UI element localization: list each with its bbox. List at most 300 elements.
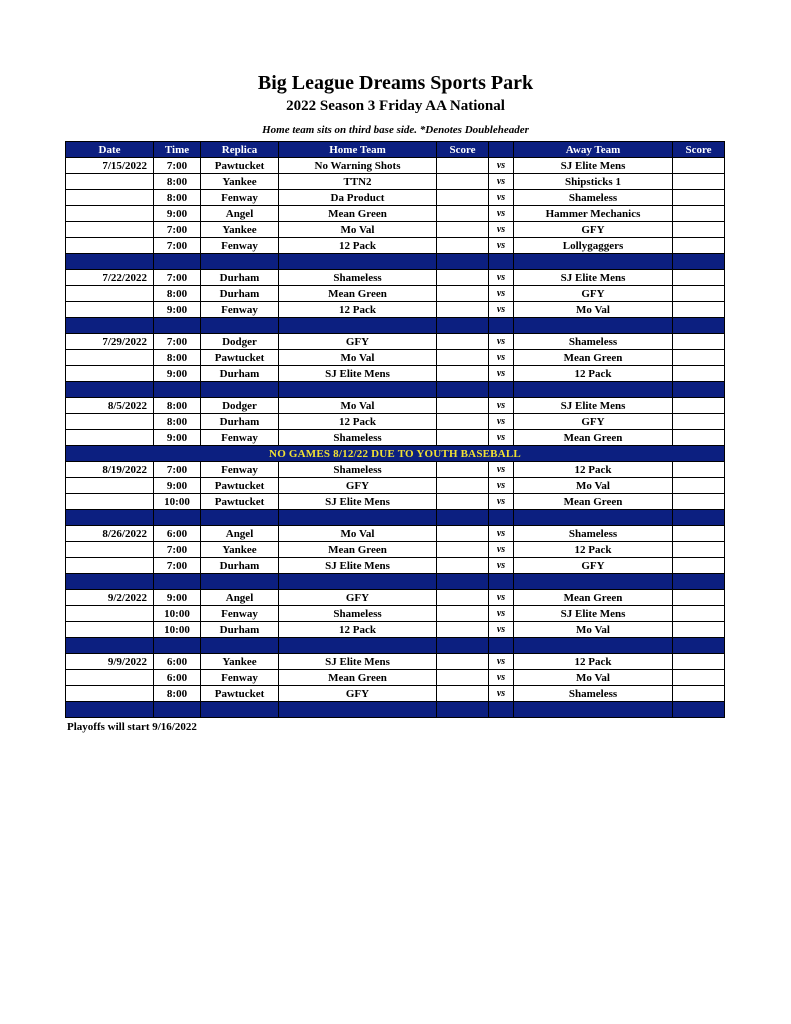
- vs-label: vs: [489, 174, 514, 190]
- away-team: Shameless: [514, 334, 673, 350]
- vs-label: vs: [489, 222, 514, 238]
- game-time: 10:00: [154, 494, 201, 510]
- away-team: SJ Elite Mens: [514, 398, 673, 414]
- table-header-row: [66, 142, 725, 158]
- home-score: [437, 622, 489, 638]
- separator-cell: [514, 254, 673, 270]
- home-team: No Warning Shots: [279, 158, 437, 174]
- game-row: [66, 286, 725, 302]
- game-date-empty: [66, 238, 154, 254]
- col-away-team-header: Away Team: [514, 142, 673, 158]
- separator-cell: [201, 702, 279, 718]
- game-row: [66, 590, 725, 606]
- game-field: Durham: [201, 286, 279, 302]
- game-row: [66, 558, 725, 574]
- game-time: 9:00: [154, 206, 201, 222]
- away-score: [673, 302, 725, 318]
- game-time: 6:00: [154, 654, 201, 670]
- separator-cell: [154, 318, 201, 334]
- vs-label: vs: [489, 606, 514, 622]
- game-date: 9/9/2022: [66, 654, 154, 670]
- vs-label: vs: [489, 302, 514, 318]
- game-time: 9:00: [154, 302, 201, 318]
- game-row: [66, 158, 725, 174]
- game-row: [66, 350, 725, 366]
- separator-cell: [673, 382, 725, 398]
- away-team: GFY: [514, 222, 673, 238]
- game-field: Yankee: [201, 542, 279, 558]
- vs-label: vs: [489, 542, 514, 558]
- away-score: [673, 590, 725, 606]
- home-team: Mo Val: [279, 222, 437, 238]
- home-score: [437, 286, 489, 302]
- away-score: [673, 398, 725, 414]
- separator-cell: [437, 638, 489, 654]
- no-games-row: [66, 446, 725, 462]
- separator-row: [66, 702, 725, 718]
- home-team: Shameless: [279, 430, 437, 446]
- game-time: 7:00: [154, 270, 201, 286]
- vs-label: vs: [489, 334, 514, 350]
- home-score: [437, 350, 489, 366]
- away-team: SJ Elite Mens: [514, 606, 673, 622]
- separator-cell: [437, 254, 489, 270]
- col-replica-header: Replica: [201, 142, 279, 158]
- game-date: 9/2/2022: [66, 590, 154, 606]
- game-date: 7/22/2022: [66, 270, 154, 286]
- game-field: Dodger: [201, 398, 279, 414]
- game-row: [66, 270, 725, 286]
- home-score: [437, 174, 489, 190]
- game-date-empty: [66, 350, 154, 366]
- separator-cell: [514, 702, 673, 718]
- away-score: [673, 430, 725, 446]
- game-time: 9:00: [154, 590, 201, 606]
- home-score: [437, 606, 489, 622]
- vs-label: vs: [489, 494, 514, 510]
- separator-cell: [489, 382, 514, 398]
- game-time: 9:00: [154, 478, 201, 494]
- separator-cell: [66, 318, 154, 334]
- vs-label: vs: [489, 622, 514, 638]
- home-team: 12 Pack: [279, 238, 437, 254]
- game-field: Durham: [201, 270, 279, 286]
- game-date-empty: [66, 302, 154, 318]
- separator-cell: [66, 254, 154, 270]
- away-team: Mo Val: [514, 622, 673, 638]
- away-score: [673, 526, 725, 542]
- away-team: Mo Val: [514, 302, 673, 318]
- away-team: GFY: [514, 558, 673, 574]
- vs-label: vs: [489, 654, 514, 670]
- home-team: GFY: [279, 686, 437, 702]
- game-row: [66, 462, 725, 478]
- home-score: [437, 494, 489, 510]
- game-time: 6:00: [154, 526, 201, 542]
- separator-cell: [514, 638, 673, 654]
- away-score: [673, 206, 725, 222]
- home-score: [437, 190, 489, 206]
- away-team: 12 Pack: [514, 462, 673, 478]
- home-team: SJ Elite Mens: [279, 494, 437, 510]
- vs-label: vs: [489, 398, 514, 414]
- home-score: [437, 334, 489, 350]
- game-date-empty: [66, 606, 154, 622]
- separator-cell: [514, 318, 673, 334]
- separator-cell: [279, 510, 437, 526]
- game-row: [66, 238, 725, 254]
- home-score: [437, 398, 489, 414]
- game-time: 7:00: [154, 158, 201, 174]
- game-time: 9:00: [154, 366, 201, 382]
- game-time: 9:00: [154, 430, 201, 446]
- page-title: Big League Dreams Sports Park: [257, 72, 534, 94]
- away-score: [673, 686, 725, 702]
- game-row: [66, 430, 725, 446]
- home-team: Mean Green: [279, 286, 437, 302]
- away-score: [673, 462, 725, 478]
- home-team: 12 Pack: [279, 622, 437, 638]
- separator-cell: [279, 254, 437, 270]
- away-score: [673, 174, 725, 190]
- game-row: [66, 206, 725, 222]
- game-row: [66, 398, 725, 414]
- schedule-table: [65, 141, 725, 718]
- separator-cell: [437, 702, 489, 718]
- home-team: GFY: [279, 590, 437, 606]
- col-away-score-header: Score: [673, 142, 725, 158]
- game-time: 10:00: [154, 622, 201, 638]
- separator-cell: [201, 638, 279, 654]
- game-date: 8/26/2022: [66, 526, 154, 542]
- away-team: 12 Pack: [514, 542, 673, 558]
- separator-cell: [489, 574, 514, 590]
- vs-label: vs: [489, 558, 514, 574]
- away-score: [673, 350, 725, 366]
- game-row: [66, 670, 725, 686]
- separator-cell: [673, 574, 725, 590]
- separator-cell: [279, 702, 437, 718]
- separator-cell: [66, 638, 154, 654]
- away-team: Mean Green: [514, 590, 673, 606]
- game-field: Pawtucket: [201, 478, 279, 494]
- home-team: GFY: [279, 334, 437, 350]
- game-date-empty: [66, 494, 154, 510]
- game-date-empty: [66, 622, 154, 638]
- game-row: [66, 654, 725, 670]
- col-home-score-header: Score: [437, 142, 489, 158]
- game-row: [66, 366, 725, 382]
- home-team: Da Product: [279, 190, 437, 206]
- separator-cell: [154, 702, 201, 718]
- separator-cell: [489, 702, 514, 718]
- separator-cell: [201, 382, 279, 398]
- game-date-empty: [66, 190, 154, 206]
- home-score: [437, 270, 489, 286]
- separator-row: [66, 574, 725, 590]
- separator-cell: [514, 510, 673, 526]
- game-field: Fenway: [201, 190, 279, 206]
- game-field: Yankee: [201, 222, 279, 238]
- game-time: 7:00: [154, 542, 201, 558]
- separator-cell: [154, 510, 201, 526]
- game-field: Fenway: [201, 462, 279, 478]
- separator-cell: [673, 638, 725, 654]
- game-date-empty: [66, 478, 154, 494]
- separator-cell: [437, 318, 489, 334]
- separator-cell: [489, 638, 514, 654]
- away-score: [673, 478, 725, 494]
- away-team: Shameless: [514, 686, 673, 702]
- away-score: [673, 606, 725, 622]
- home-team: SJ Elite Mens: [279, 366, 437, 382]
- separator-cell: [514, 574, 673, 590]
- separator-row: [66, 318, 725, 334]
- away-team: 12 Pack: [514, 654, 673, 670]
- home-score: [437, 542, 489, 558]
- game-time: 6:00: [154, 670, 201, 686]
- home-team: Mean Green: [279, 542, 437, 558]
- game-field: Fenway: [201, 670, 279, 686]
- game-time: 7:00: [154, 334, 201, 350]
- game-row: [66, 494, 725, 510]
- separator-cell: [201, 318, 279, 334]
- game-date-empty: [66, 366, 154, 382]
- game-time: 8:00: [154, 686, 201, 702]
- separator-cell: [279, 318, 437, 334]
- home-score: [437, 670, 489, 686]
- home-team: Mean Green: [279, 670, 437, 686]
- game-date-empty: [66, 222, 154, 238]
- separator-cell: [201, 254, 279, 270]
- game-field: Angel: [201, 590, 279, 606]
- game-date-empty: [66, 686, 154, 702]
- game-field: Durham: [201, 366, 279, 382]
- away-team: Shameless: [514, 190, 673, 206]
- home-team: Mo Val: [279, 350, 437, 366]
- home-score: [437, 558, 489, 574]
- page-subtitle: 2022 Season 3 Friday AA National: [286, 98, 505, 114]
- away-score: [673, 542, 725, 558]
- game-field: Fenway: [201, 302, 279, 318]
- home-team: Shameless: [279, 606, 437, 622]
- game-time: 7:00: [154, 462, 201, 478]
- game-field: Yankee: [201, 174, 279, 190]
- away-team: SJ Elite Mens: [514, 158, 673, 174]
- vs-label: vs: [489, 590, 514, 606]
- game-field: Fenway: [201, 238, 279, 254]
- game-date-empty: [66, 286, 154, 302]
- home-team: GFY: [279, 478, 437, 494]
- away-team: Mo Val: [514, 478, 673, 494]
- game-date-empty: [66, 558, 154, 574]
- home-team: TTN2: [279, 174, 437, 190]
- away-score: [673, 414, 725, 430]
- game-date-empty: [66, 430, 154, 446]
- away-score: [673, 190, 725, 206]
- vs-label: vs: [489, 478, 514, 494]
- separator-cell: [489, 254, 514, 270]
- game-date: 8/19/2022: [66, 462, 154, 478]
- game-row: [66, 174, 725, 190]
- game-row: [66, 414, 725, 430]
- away-team: 12 Pack: [514, 366, 673, 382]
- game-date-empty: [66, 414, 154, 430]
- separator-cell: [154, 574, 201, 590]
- home-score: [437, 302, 489, 318]
- vs-label: vs: [489, 686, 514, 702]
- game-row: [66, 334, 725, 350]
- separator-cell: [673, 254, 725, 270]
- game-time: 8:00: [154, 174, 201, 190]
- separator-cell: [279, 574, 437, 590]
- separator-cell: [489, 318, 514, 334]
- game-row: [66, 222, 725, 238]
- game-time: 7:00: [154, 238, 201, 254]
- vs-label: vs: [489, 366, 514, 382]
- away-team: Lollygaggers: [514, 238, 673, 254]
- vs-label: vs: [489, 158, 514, 174]
- col-time-header: Time: [154, 142, 201, 158]
- away-score: [673, 558, 725, 574]
- away-score: [673, 622, 725, 638]
- separator-cell: [154, 638, 201, 654]
- separator-cell: [514, 382, 673, 398]
- vs-label: vs: [489, 270, 514, 286]
- away-score: [673, 654, 725, 670]
- game-time: 7:00: [154, 222, 201, 238]
- vs-label: vs: [489, 462, 514, 478]
- game-field: Pawtucket: [201, 686, 279, 702]
- home-team: 12 Pack: [279, 414, 437, 430]
- game-row: [66, 622, 725, 638]
- away-score: [673, 158, 725, 174]
- away-team: GFY: [514, 414, 673, 430]
- separator-cell: [279, 382, 437, 398]
- schedule-body: [66, 158, 725, 718]
- home-team: Mo Val: [279, 398, 437, 414]
- away-score: [673, 222, 725, 238]
- away-team: Mean Green: [514, 350, 673, 366]
- away-score: [673, 670, 725, 686]
- game-row: [66, 190, 725, 206]
- game-field: Fenway: [201, 606, 279, 622]
- away-score: [673, 286, 725, 302]
- vs-label: vs: [489, 414, 514, 430]
- home-score: [437, 238, 489, 254]
- game-field: Dodger: [201, 334, 279, 350]
- col-home-team-header: Home Team: [279, 142, 437, 158]
- game-row: [66, 478, 725, 494]
- schedule-note: Home team sits on third base side. *Denotes Doubleheader: [262, 124, 529, 136]
- separator-row: [66, 510, 725, 526]
- game-field: Pawtucket: [201, 494, 279, 510]
- vs-label: vs: [489, 238, 514, 254]
- home-score: [437, 526, 489, 542]
- separator-cell: [437, 510, 489, 526]
- away-score: [673, 334, 725, 350]
- game-time: 7:00: [154, 558, 201, 574]
- separator-row: [66, 254, 725, 270]
- home-team: Shameless: [279, 462, 437, 478]
- game-field: Angel: [201, 206, 279, 222]
- home-score: [437, 462, 489, 478]
- game-time: 8:00: [154, 414, 201, 430]
- away-team: Mean Green: [514, 430, 673, 446]
- col-vs-header: [489, 142, 514, 158]
- vs-label: vs: [489, 286, 514, 302]
- game-time: 8:00: [154, 286, 201, 302]
- game-date: 7/29/2022: [66, 334, 154, 350]
- home-score: [437, 414, 489, 430]
- away-team: Hammer Mechanics: [514, 206, 673, 222]
- home-team: SJ Elite Mens: [279, 654, 437, 670]
- separator-cell: [437, 382, 489, 398]
- game-date: 8/5/2022: [66, 398, 154, 414]
- playoffs-note: Playoffs will start 9/16/2022: [67, 721, 197, 733]
- game-field: Fenway: [201, 430, 279, 446]
- game-field: Pawtucket: [201, 350, 279, 366]
- separator-row: [66, 382, 725, 398]
- vs-label: vs: [489, 526, 514, 542]
- no-games-note: NO GAMES 8/12/22 DUE TO YOUTH BASEBALL: [66, 446, 725, 462]
- game-field: Durham: [201, 558, 279, 574]
- away-score: [673, 366, 725, 382]
- game-date-empty: [66, 670, 154, 686]
- vs-label: vs: [489, 190, 514, 206]
- separator-cell: [66, 702, 154, 718]
- separator-cell: [66, 510, 154, 526]
- separator-cell: [154, 382, 201, 398]
- home-score: [437, 590, 489, 606]
- away-team: Mean Green: [514, 494, 673, 510]
- separator-cell: [201, 510, 279, 526]
- game-field: Durham: [201, 622, 279, 638]
- separator-cell: [437, 574, 489, 590]
- away-score: [673, 494, 725, 510]
- separator-cell: [673, 318, 725, 334]
- separator-cell: [279, 638, 437, 654]
- home-score: [437, 430, 489, 446]
- away-team: GFY: [514, 286, 673, 302]
- home-score: [437, 222, 489, 238]
- separator-row: [66, 638, 725, 654]
- home-team: SJ Elite Mens: [279, 558, 437, 574]
- away-team: Shameless: [514, 526, 673, 542]
- home-score: [437, 654, 489, 670]
- game-row: [66, 542, 725, 558]
- away-score: [673, 270, 725, 286]
- game-time: 8:00: [154, 190, 201, 206]
- separator-cell: [673, 510, 725, 526]
- separator-cell: [673, 702, 725, 718]
- home-team: Mean Green: [279, 206, 437, 222]
- away-team: Shipsticks 1: [514, 174, 673, 190]
- game-field: Yankee: [201, 654, 279, 670]
- game-date: 7/15/2022: [66, 158, 154, 174]
- away-team: SJ Elite Mens: [514, 270, 673, 286]
- separator-cell: [489, 510, 514, 526]
- home-score: [437, 158, 489, 174]
- vs-label: vs: [489, 350, 514, 366]
- game-date-empty: [66, 542, 154, 558]
- separator-cell: [154, 254, 201, 270]
- home-team: Shameless: [279, 270, 437, 286]
- vs-label: vs: [489, 670, 514, 686]
- game-row: [66, 606, 725, 622]
- game-field: Angel: [201, 526, 279, 542]
- separator-cell: [201, 574, 279, 590]
